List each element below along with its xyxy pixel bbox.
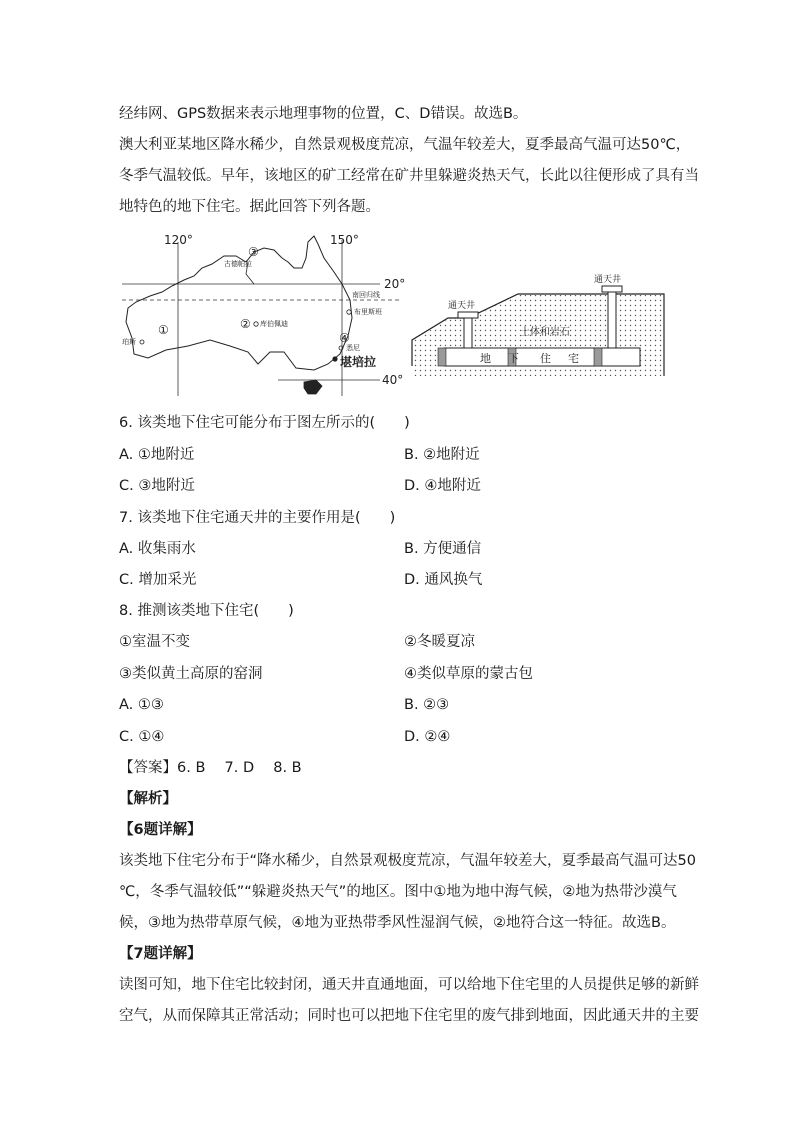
detail-6-title: 【6题详解】	[119, 822, 202, 838]
q8-option-c: C. ①④	[119, 729, 165, 745]
underground-house-diagram	[412, 273, 664, 376]
well-right-label: 通天井	[594, 275, 622, 285]
q6-stem: 6. 该类地下住宅可能分布于图左所示的( )	[119, 415, 410, 431]
q7-option-c: C. 增加采光	[119, 572, 197, 588]
bulisiban-dot	[347, 310, 351, 314]
q7-option-a: A. 收集雨水	[119, 541, 196, 557]
city-perth: 珀斯	[122, 338, 136, 346]
australia-coastline	[126, 236, 352, 370]
q6-option-a: A. ①地附近	[119, 447, 195, 463]
tasmania	[304, 380, 322, 394]
house-label-4: 宅	[568, 352, 579, 365]
q6-option-b: B. ②地附近	[404, 447, 480, 463]
marker-2: ②	[240, 317, 251, 331]
kubopidi-dot	[254, 322, 258, 326]
australia-map	[122, 233, 405, 396]
city-gudebala: 古德帕拉	[224, 260, 252, 268]
intro-line-4: 地特色的地下住宅。据此回答下列各题。	[119, 199, 380, 215]
q8-statement-2: ②冬暖夏凉	[404, 634, 475, 650]
capital-label: 堪培拉	[340, 355, 377, 369]
detail-7-line-1: 读图可知，地下住宅比较封闭，通天井直通地面，可以给地下住宅里的人员提供足够的新鲜	[119, 977, 699, 993]
shaft-left	[464, 314, 472, 348]
tropic-label: 南回归线	[352, 291, 380, 299]
pillar-1	[438, 348, 446, 366]
city-xini: 悉尼	[346, 344, 360, 352]
capital-dot	[332, 356, 337, 361]
q7-stem: 7. 该类地下住宅通天井的主要作用是( )	[119, 510, 396, 526]
q6-option-d: D. ④地附近	[404, 478, 481, 494]
lat-40-label: 40°	[382, 373, 404, 387]
analysis-title: 【解析】	[119, 791, 177, 807]
q8-option-b: B. ②③	[404, 697, 450, 713]
q7-option-d: D. 通风换气	[404, 572, 483, 588]
q8-statement-3: ③类似黄土高原的窑洞	[119, 666, 263, 682]
detail-6-line-2: ℃，冬季气温较低”“躲避炎热天气”的地区。图中①地为地中海气候，②地为热带沙漠气	[119, 884, 677, 900]
shaft-right	[608, 288, 616, 348]
q8-option-d: D. ②④	[404, 729, 451, 745]
marker-1: ①	[158, 323, 169, 337]
city-kubopidi: 库伯佩迪	[260, 320, 288, 328]
rock-label: 土体和岩石	[520, 327, 570, 338]
lat-20-label: 20°	[384, 277, 406, 291]
detail-6-line-1: 该类地下住宅分布于“降水稀少，自然景观极度荒凉，气温年较差大，夏季最高气温可达50	[119, 853, 696, 869]
city-bulisiban: 布里斯班	[354, 308, 382, 316]
detail-7-line-2: 空气，从而保障其正常活动；同时也可以把地下住宅里的废气排到地面，因此通天井的主要	[119, 1008, 699, 1024]
marker-4: ④	[339, 331, 350, 345]
intro-line-3: 冬季气温较低。早年，该地区的矿工经常在矿井里躲避炎热天气，长此以往便形成了具有当	[119, 168, 699, 184]
answer-line: 【答案】6. B 7. D 8. B	[119, 760, 302, 776]
q6-option-c: C. ③地附近	[119, 478, 195, 494]
q8-stem: 8. 推测该类地下住宅( )	[119, 603, 294, 619]
detail-6-line-3: 候，③地为热带草原气候，④地为亚热带季风性湿润气候，②地符合这一特征。故选B。	[119, 915, 676, 931]
intro-line-1: 经纬网、GPS数据来表示地理事物的位置，C、D错误。故选B。	[119, 106, 528, 122]
lon-120-label: 120°	[164, 233, 193, 247]
house-label-3: 住	[540, 352, 551, 365]
intro-line-2: 澳大利亚某地区降水稀少，自然景观极度荒凉，气温年较差大，夏季最高气温可达50℃，	[119, 137, 691, 153]
perth-dot	[140, 340, 144, 344]
q8-statement-1: ①室温不变	[119, 634, 190, 650]
australia-figure	[118, 228, 678, 400]
house-label-2: 下	[508, 352, 519, 365]
well-left-label: 通天井	[448, 301, 476, 311]
marker-3: ③	[248, 245, 259, 259]
lon-150-label: 150°	[330, 233, 359, 247]
q8-statement-4: ④类似草原的蒙古包	[404, 666, 533, 682]
house-label-1: 地	[480, 352, 491, 365]
shaft-right-cap	[602, 286, 622, 292]
detail-7-title: 【7题详解】	[119, 946, 202, 962]
shaft-left-cap	[458, 312, 478, 318]
q7-option-b: B. 方便通信	[404, 541, 482, 557]
pillar-3	[594, 348, 602, 366]
q8-option-a: A. ①③	[119, 697, 164, 713]
